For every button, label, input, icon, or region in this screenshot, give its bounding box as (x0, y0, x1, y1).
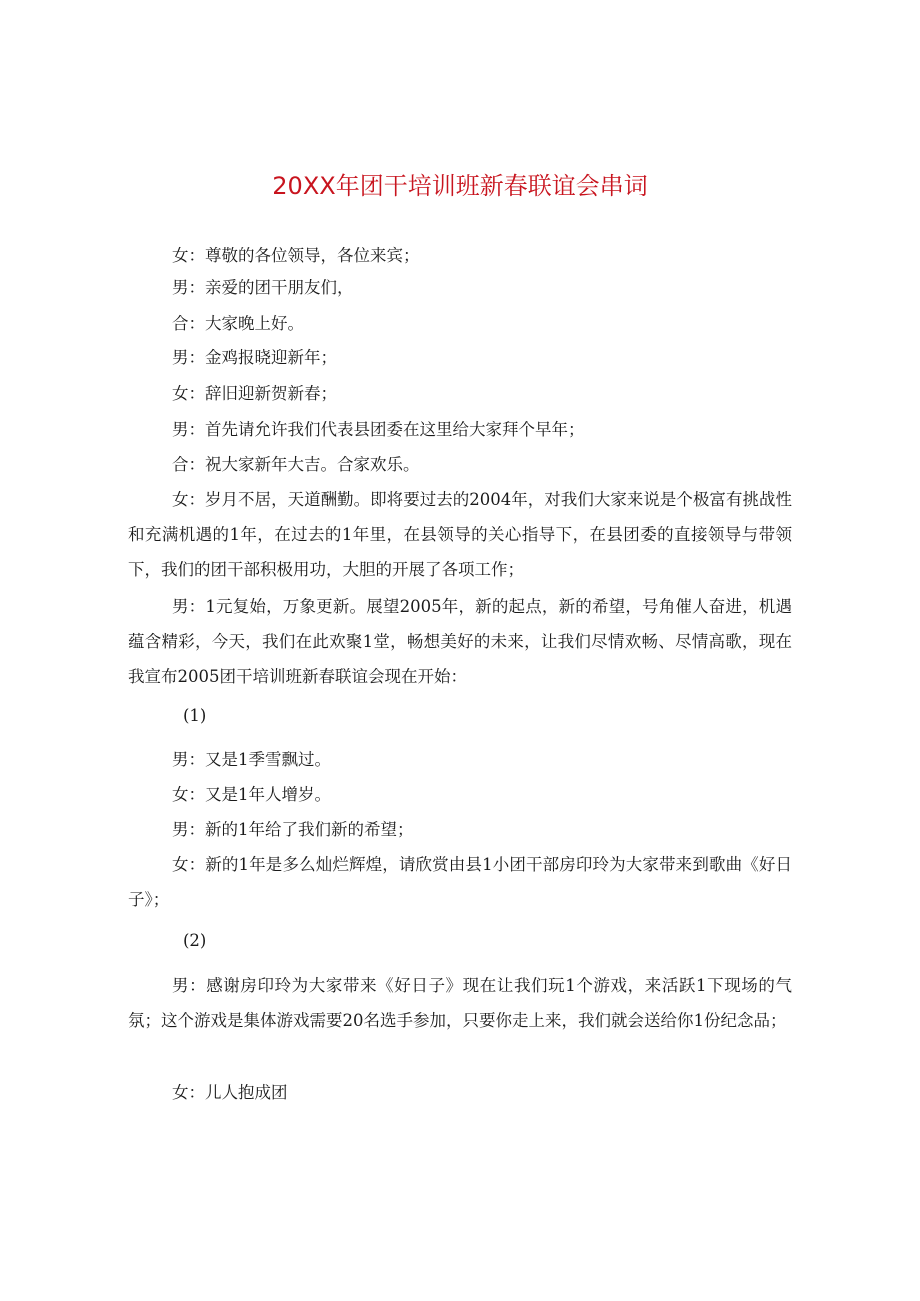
paragraph: 男：又是1季雪飘过。 (172, 750, 331, 769)
paragraph: 女：辞旧迎新贺新春； (172, 384, 337, 403)
section-number: (2) (183, 931, 207, 950)
paragraph: 女：岁月不居，天道酬勤。即将要过去的2004年，对我们大家来说是个极富有挑战性和充满机遇的1年，在过去的1年里，在县领导的关心指导下，在县团委的直接领导与带领下，我们的团干部积极用功，大胆的开展了各项工作； (128, 490, 792, 579)
paragraph: 合：祝大家新年大吉。合家欢乐。 (172, 455, 420, 474)
paragraph: 女：新的1年是多么灿烂辉煌，请欣赏由县1小团干部房印玲为大家带来到歌曲《好日子》； (128, 855, 792, 909)
paragraph: 女：儿人抱成团 (172, 1083, 288, 1102)
paragraph: 男：金鸡报晓迎新年； (172, 348, 337, 367)
paragraph: 合：大家晚上好。 (172, 314, 304, 333)
document-title: 20XX年团干培训班新春联谊会串词 (272, 172, 648, 200)
paragraph: 女：又是1年人增岁。 (172, 785, 331, 804)
section-number: (1) (183, 706, 207, 725)
paragraph: 男：首先请允许我们代表县团委在这里给大家拜个早年； (172, 420, 585, 439)
paragraph: 男：新的1年给了我们新的希望； (172, 820, 414, 839)
paragraph: 男：1元复始，万象更新。展望2005年，新的起点，新的希望，号角催人奋进，机遇蕴含精彩，今天，我们在此欢聚1堂，畅想美好的未来，让我们尽情欢畅、尽情高歌，现在我宣布2005团干培训班新春联谊会现在开始： (128, 597, 792, 686)
paragraph: 男：亲爱的团干朋友们， (172, 278, 354, 297)
paragraph: 男：感谢房印玲为大家带来《好日子》现在让我们玩1个游戏，来活跃1下现场的气氛；这个游戏是集体游戏需要20名选手参加，只要你走上来，我们就会送给你1份纪念品； (128, 976, 792, 1030)
paragraph: 女：尊敬的各位领导，各位来宾； (172, 246, 420, 265)
